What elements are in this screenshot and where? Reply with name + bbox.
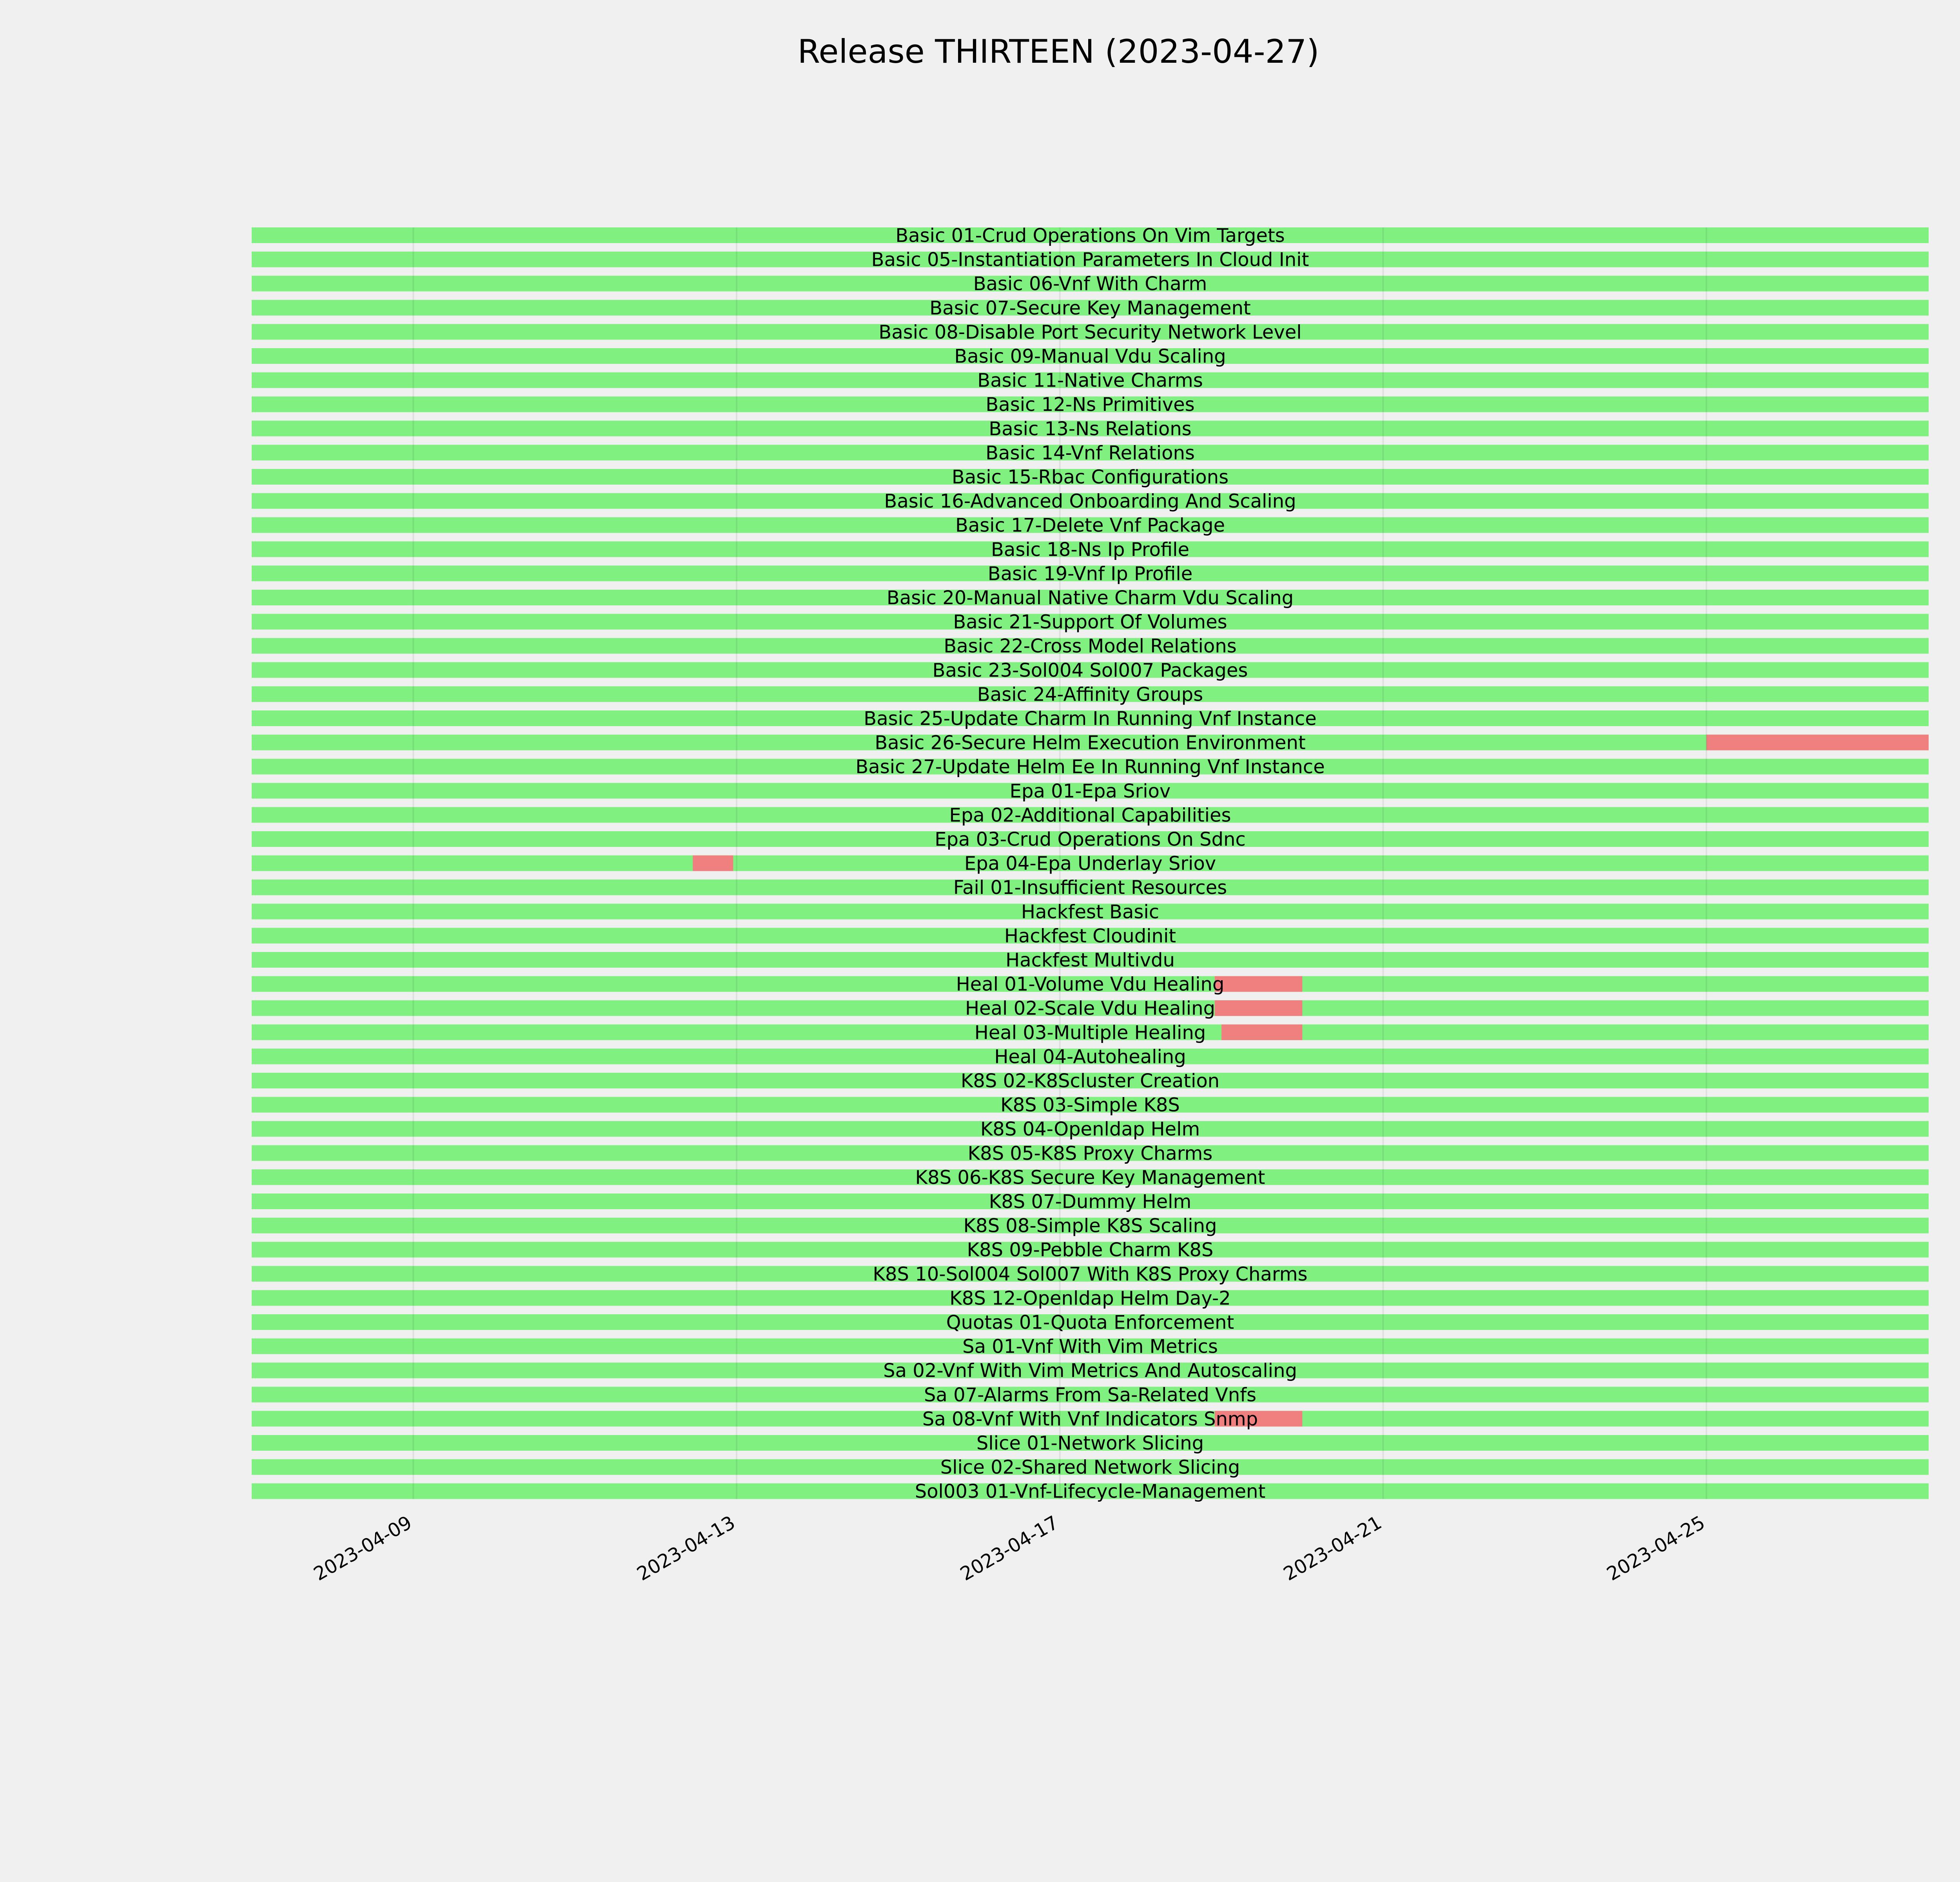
fail-bar [1221, 1025, 1302, 1040]
row-label: Fail 01-Insufficient Resources [953, 877, 1227, 899]
row-label: Epa 04-Epa Underlay Sriov [964, 852, 1216, 875]
row-label: Basic 26-Secure Helm Execution Environment [875, 732, 1306, 754]
row-label: K8S 09-Pebble Charm K8S [967, 1239, 1214, 1261]
fail-bar [1706, 735, 1929, 750]
fail-bar [1215, 976, 1302, 992]
row-label: K8S 02-K8Scluster Creation [960, 1070, 1220, 1092]
row-label: K8S 12-Openldap Helm Day-2 [949, 1287, 1231, 1310]
row-label: Basic 07-Secure Key Management [929, 297, 1251, 319]
row-label: K8S 10-Sol004 Sol007 With K8S Proxy Charms [873, 1263, 1308, 1285]
row-label: Heal 02-Scale Vdu Healing [965, 997, 1216, 1020]
row-label: Epa 01-Epa Sriov [1009, 780, 1171, 802]
row-label: K8S 03-Simple K8S [1000, 1094, 1180, 1116]
row-label: Sa 01-Vnf With Vim Metrics [962, 1335, 1218, 1358]
row-label: Basic 16-Advanced Onboarding And Scaling [884, 490, 1296, 512]
row-label: Epa 03-Crud Operations On Sdnc [935, 828, 1246, 850]
row-label: K8S 04-Openldap Helm [980, 1118, 1200, 1141]
row-label: Quotas 01-Quota Enforcement [946, 1312, 1234, 1333]
row-label: K8S 08-Simple K8S Scaling [963, 1215, 1217, 1237]
row-label: K8S 06-K8S Secure Key Management [915, 1166, 1265, 1189]
row-label: Heal 04-Autohealing [994, 1046, 1186, 1068]
row-label: Basic 13-Ns Relations [989, 418, 1192, 440]
row-label: Epa 02-Additional Capabilities [949, 804, 1231, 827]
row-label: Heal 01-Volume Vdu Healing [956, 973, 1225, 995]
row-label: Sa 07-Alarms From Sa-Related Vnfs [924, 1384, 1257, 1406]
row-label: K8S 05-K8S Proxy Charms [967, 1142, 1213, 1164]
x-tick-label: 2023-04-25 [1603, 1511, 1709, 1586]
row-label: Hackfest Cloudinit [1004, 925, 1176, 947]
row-label: Basic 11-Native Charms [977, 369, 1203, 392]
row-label: Basic 24-Affinity Groups [977, 683, 1203, 706]
row-label: Basic 22-Cross Model Relations [944, 635, 1237, 658]
row-label: Basic 05-Instantiation Parameters In Cloud Init [871, 249, 1309, 271]
row-label: Basic 27-Update Helm Ee In Running Vnf Instance [855, 756, 1325, 778]
fail-bar [693, 856, 733, 871]
row-label: Hackfest Basic [1021, 901, 1160, 923]
row-label: Basic 25-Update Charm In Running Vnf Instance [864, 708, 1317, 730]
row-label: Basic 18-Ns Ip Profile [991, 538, 1190, 561]
x-tick-label: 2023-04-09 [310, 1511, 416, 1586]
row-label: Slice 01-Network Slicing [976, 1432, 1204, 1454]
row-label: Basic 06-Vnf With Charm [973, 273, 1207, 295]
row-label: Basic 01-Crud Operations On Vim Targets [895, 225, 1285, 247]
fail-bar [1215, 1000, 1302, 1016]
row-label: Basic 15-Rbac Configurations [951, 466, 1229, 488]
row-label: Basic 14-Vnf Relations [985, 442, 1195, 464]
row-label: Hackfest Multivdu [1005, 949, 1175, 971]
row-label: Basic 09-Manual Vdu Scaling [954, 345, 1226, 367]
x-tick-label: 2023-04-13 [633, 1511, 739, 1586]
row-label: K8S 07-Dummy Helm [989, 1191, 1192, 1213]
row-label: Basic 08-Disable Port Security Network Level [878, 321, 1302, 343]
x-tick-label: 2023-04-21 [1279, 1511, 1386, 1586]
row-label: Sa 02-Vnf With Vim Metrics And Autoscaling [883, 1360, 1297, 1382]
row-label: Sa 08-Vnf With Vnf Indicators Snmp [922, 1408, 1258, 1430]
row-label: Basic 20-Manual Native Charm Vdu Scaling [886, 587, 1294, 609]
row-label: Basic 23-Sol004 Sol007 Packages [932, 659, 1248, 681]
x-axis-ticks [310, 1511, 1709, 1585]
row-label: Basic 19-Vnf Ip Profile [987, 563, 1193, 585]
row-label: Basic 12-Ns Primitives [985, 394, 1195, 416]
row-label: Slice 02-Shared Network Slicing [940, 1456, 1240, 1479]
row-label: Heal 03-Multiple Healing [974, 1021, 1206, 1044]
row-label: Basic 21-Support Of Volumes [953, 611, 1227, 633]
chart-title: Release THIRTEEN (2023-04-27) [797, 33, 1319, 71]
row-label: Sol003 01-Vnf-Lifecycle-Management [915, 1481, 1266, 1503]
row-label: Basic 17-Delete Vnf Package [955, 514, 1225, 537]
x-tick-label: 2023-04-17 [956, 1511, 1062, 1586]
